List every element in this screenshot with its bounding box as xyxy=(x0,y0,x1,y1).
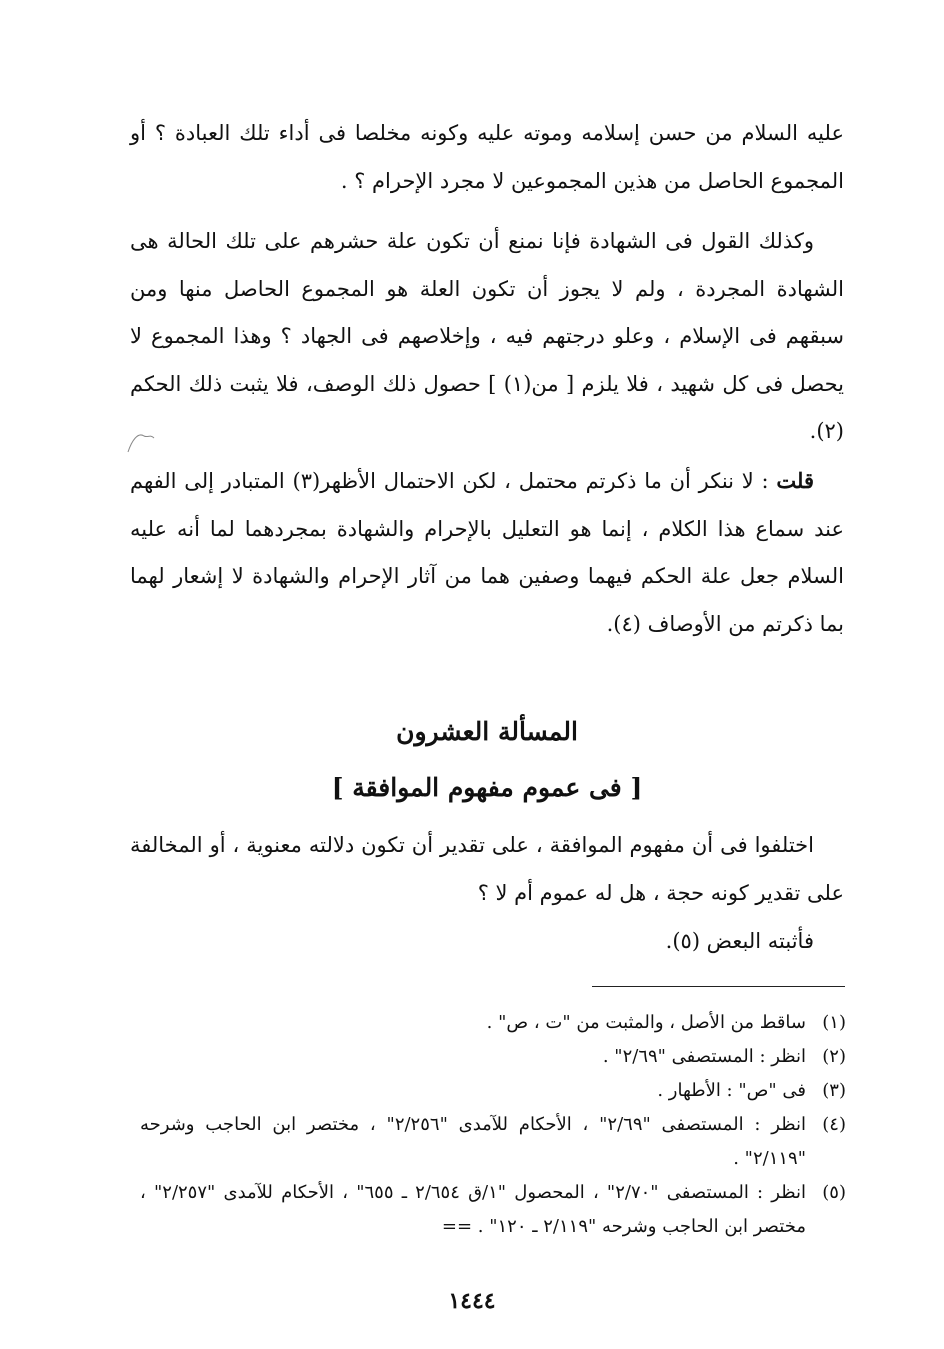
footnote-number: (٢) xyxy=(822,1046,846,1067)
footnote-item xyxy=(140,1176,846,1244)
section-title: المسألة العشرون xyxy=(396,717,578,746)
footnote-text: انظر : المستصفى "٢/٦٩" . xyxy=(602,1046,806,1067)
footnotes-list xyxy=(140,1006,846,1244)
footnote-text: فى "ص" : الأطهار . xyxy=(657,1080,806,1101)
footnote-number: (٤) xyxy=(822,1114,846,1135)
paragraph-mafhum xyxy=(130,822,844,917)
paragraph-4: اختلفوا فى أن مفهوم الموافقة ، على تقدير أن تكون دلالته معنوية ، أو المخالفة على تقدير كونه حجة ، هل له عموم أم لا ؟ xyxy=(130,833,844,905)
section-subtitle: [ فى عموم مفهوم الموافقة ] xyxy=(331,773,643,802)
paragraph-3-body: : لا ننكر أن ما ذكرتم محتمل ، لكن الاحتمال الأظهر(٣) المتبادر إلى الفهم عند سماع هذا الكلام ، إنما هو التعليل بالإحرام والشهادة بمجردهما لما أنه عليه السلام جعل علة الحكم فيهما وصفين هما من آثار الإحرام والشهادة لا إشعار لهما بما ذكرتم من الأوصاف (٤). xyxy=(130,469,844,636)
paragraph-3-lead: قلت xyxy=(776,468,814,493)
footnote-item xyxy=(140,1108,846,1176)
paragraph-continuation xyxy=(130,110,844,205)
footnote-item xyxy=(140,1074,846,1108)
footnote-divider xyxy=(592,986,845,987)
paragraph-1: عليه السلام من حسن إسلامه وموته عليه وكونه مخلصا فى أداء تلك العبادة ؟ أو المجموع الحاصل من هذين المجموعين لا مجرد الإحرام ؟ . xyxy=(130,121,844,193)
page-number: ١٤٤٤ xyxy=(448,1288,496,1314)
footnote-item xyxy=(140,1040,846,1074)
paragraph-3 xyxy=(130,457,844,648)
footnote-text: انظر : المستصفى "٢/٦٩" ، الأحكام للآمدى "٢/٢٥٦" ، مختصر ابن الحاجب وشرحه "٢/١١٩" . xyxy=(140,1114,806,1169)
footnote-item xyxy=(140,1006,846,1040)
footnote-number: (٥) xyxy=(822,1182,846,1203)
paragraph-athbatahu xyxy=(130,918,844,966)
paragraph-shahada xyxy=(130,218,844,456)
footnote-number: (٣) xyxy=(822,1080,846,1101)
paragraph-5: فأثبته البعض (٥). xyxy=(665,929,814,953)
footnote-text: انظر : المستصفى "٢/٧٠" ، المحصول "١/ق ٢/٦٥٤ ـ ٦٥٥" ، الأحكام للآمدى "٢/٢٥٧" ، مختصر ابن الحاجب وشرحه "٢/١١٩ ـ ١٢٠" . == xyxy=(140,1182,806,1237)
paragraph-qultu xyxy=(130,457,844,648)
paragraph-2: وكذلك القول فى الشهادة فإنا نمنع أن تكون علة حشرهم على تلك الحالة هى الشهادة المجردة ، ولم لا يجوز أن تكون العلة هو المجموع الحاصل منها ومن سبقهم فى الإسلام ، وعلو درجتهم فيه ، وإخلاصهم فى الجهاد ؟ وهذا المجموع لا يحصل فى كل شهيد ، فلا يلزم [ من(١) ] حصول ذلك الوصف، فلا يثبت ذلك الحكم (٢). xyxy=(130,229,844,443)
footnote-text: ساقط من الأصل ، والمثبت من "ت ، ص" . xyxy=(486,1012,806,1033)
margin-scribble-icon xyxy=(120,426,160,456)
footnote-number: (١) xyxy=(822,1012,846,1033)
